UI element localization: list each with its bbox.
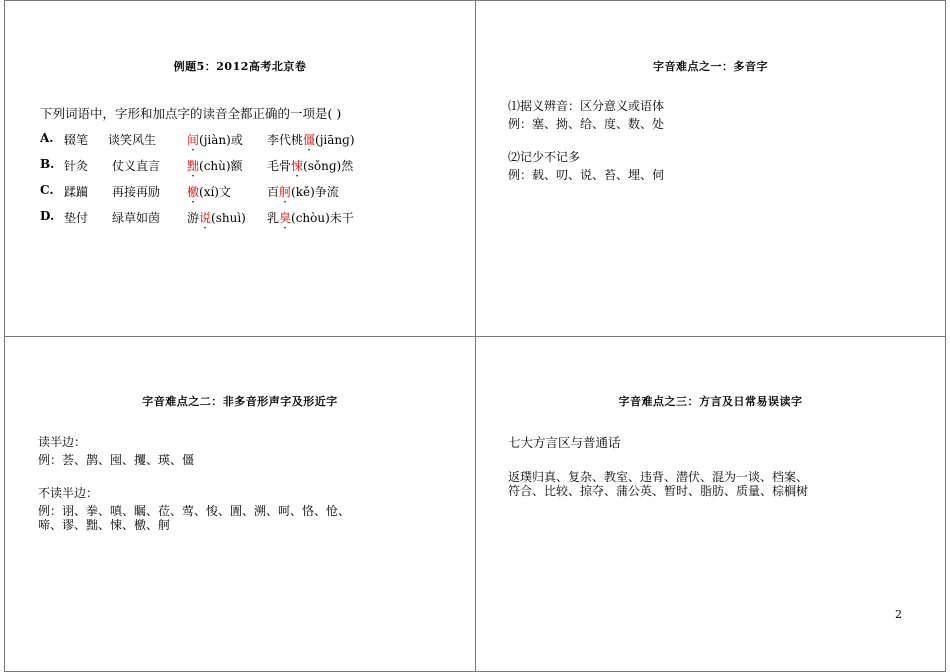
read-half-example: 例：荟、鹊、囤、攫、瑛、僵 bbox=[38, 453, 195, 467]
dotted-character: 悚 bbox=[291, 159, 304, 173]
option-word-4: 毛骨悚(sǒnɡ)然 bbox=[267, 159, 354, 173]
point-2-heading: ⑵记少不记多 bbox=[508, 150, 581, 164]
point-1-heading: ⑴据义辨音：区分意义或语体 bbox=[508, 99, 665, 113]
option-word-3: 间(jiàn)或 bbox=[187, 133, 243, 147]
slide-title: 字音难点之一：多音字 bbox=[653, 60, 768, 73]
dotted-character: 间 bbox=[187, 133, 200, 147]
dotted-character: 舸 bbox=[279, 185, 292, 199]
slide-title: 字音难点之三：方言及日常易误读字 bbox=[618, 395, 803, 408]
slide-example-5 bbox=[4, 0, 476, 337]
option-word-2: 再接再励 bbox=[112, 185, 161, 199]
misread-words-line-2: 符合、比较、掠夺、蒲公英、暂时、脂肪、质量、棕榈树 bbox=[508, 484, 809, 498]
dotted-character: 黜 bbox=[187, 159, 200, 173]
option-word-2: 仗义直言 bbox=[112, 159, 161, 173]
option-letter: D. bbox=[40, 209, 55, 223]
not-read-half-example-line-1: 例：诩、拳、嗔、瞩、莅、莺、悛、圊、溯、呵、恪、怆、 bbox=[38, 504, 351, 518]
option-word-4: 乳臭(chòu)未干 bbox=[267, 211, 354, 225]
slide-polyphonic-characters bbox=[475, 0, 946, 337]
option-letter: B. bbox=[40, 157, 55, 171]
slide-title: 字音难点之二：非多音形声字及形近字 bbox=[142, 395, 338, 408]
read-half-heading: 读半边： bbox=[38, 435, 87, 449]
slide-dialect-misread bbox=[475, 336, 946, 672]
option-word-4: 李代桃僵(jiānɡ) bbox=[267, 133, 355, 147]
dotted-character: 僵 bbox=[303, 133, 316, 147]
option-word-4: 百舸(kě)争流 bbox=[267, 185, 339, 199]
not-read-half-example-line-2: 啼、谬、黜、悚、檄、舸 bbox=[38, 518, 171, 532]
option-word-2: 谈笑风生 bbox=[108, 133, 157, 147]
question-text: 下列词语中，字形和加点字的读音全都正确的一项是( ) bbox=[40, 106, 342, 121]
dotted-character: 臭 bbox=[279, 211, 292, 225]
dialect-subtitle: 七大方言区与普通话 bbox=[508, 435, 621, 450]
option-letter: C. bbox=[40, 183, 54, 197]
point-2-example: 例：载、叨、说、苔、埋、伺 bbox=[508, 168, 665, 182]
option-word-1: 垫付 bbox=[64, 211, 89, 225]
misread-words-line-1: 返璞归真、复杂、教室、违背、潜伏、混为一谈、档案、 bbox=[508, 470, 809, 484]
slide-phonetic-characters bbox=[4, 336, 476, 672]
dotted-character: 说 bbox=[199, 211, 212, 225]
option-letter: A. bbox=[40, 131, 54, 145]
option-word-1: 辍笔 bbox=[64, 133, 89, 147]
slide-title: 例题5：2012高考北京卷 bbox=[173, 60, 307, 73]
option-word-1: 蹂躏 bbox=[64, 185, 89, 199]
page-number: 2 bbox=[895, 608, 902, 621]
option-word-1: 针灸 bbox=[64, 159, 89, 173]
option-word-3: 游说(shuì) bbox=[187, 211, 246, 225]
not-read-half-heading: 不读半边： bbox=[38, 486, 99, 500]
option-word-2: 绿草如茵 bbox=[112, 211, 161, 225]
point-1-example: 例：塞、拗、给、度、数、处 bbox=[508, 117, 665, 131]
option-word-3: 檄(xí)文 bbox=[187, 185, 231, 199]
option-word-3: 黜(chù)额 bbox=[187, 159, 243, 173]
dotted-character: 檄 bbox=[187, 185, 200, 199]
